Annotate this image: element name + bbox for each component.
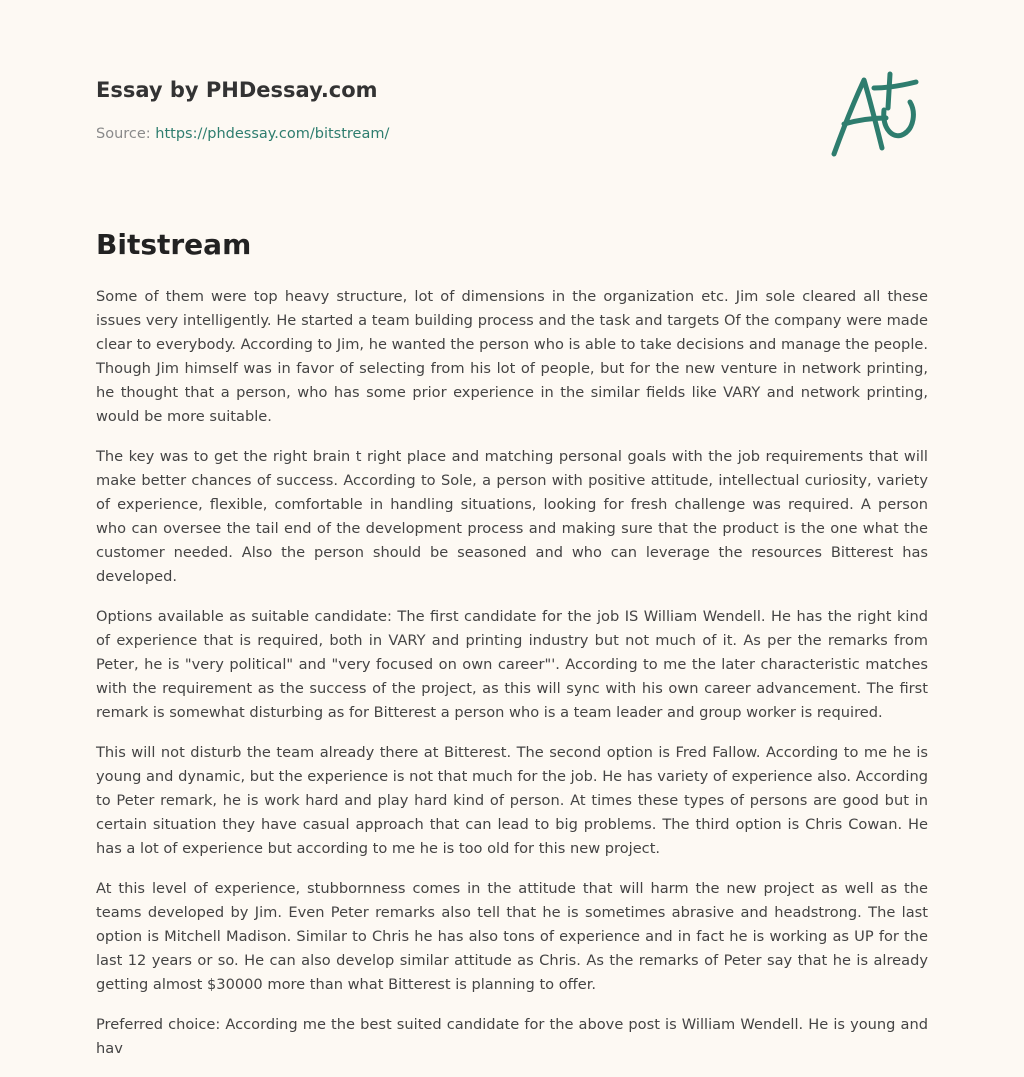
essay-paragraph: Options available as suitable candidate: The first candidate for the job IS William Wendell. He has the right kind of experience that is required, both in VARY and printing industry but not much of it. As per the remarks from Peter, he is "very political" and "very focused on own career"'. According to me the later characteristic matches with the requirement as the success of the project, as this will sync with his own career advancement. The first remark is somewhat disturbing as for Bitterest a person who is a team leader and group worker is required. <box>96 608 928 721</box>
site-brand: Essay by PHDessay.com <box>96 78 378 102</box>
essay-paragraph: Preferred choice: According me the best suited candidate for the above post is William Wendell. He is young and hav <box>96 1016 928 1057</box>
a-plus-grade-logo-icon <box>824 68 924 164</box>
essay-header <box>96 76 928 196</box>
source-label: Source: <box>96 126 156 142</box>
essay-body <box>96 285 928 1077</box>
essay-paragraph: The key was to get the right brain t right place and matching personal goals with the job requirements that will make better chances of success. According to Sole, a person with positive attitude, intellectual curiosity, variety of experience, flexible, comfortable in handling situations, looking for fresh challenge was required. A person who can oversee the tail end of the development process and making sure that the product is the one what the customer needed. Also the person should be seasoned and who can leverage the resources Bitterest has developed. <box>96 448 928 585</box>
essay-paragraph: At this level of experience, stubbornness comes in the attitude that will harm the new project as well as the teams developed by Jim. Even Peter remarks also tell that he is sometimes abrasive and headstrong. The last option is Mitchell Madison. Similar to Chris he has also tons of experience and in fact he is working as UP for the last 12 years or so. He can also develop similar attitude as Chris. As the remarks of Peter say that he is already getting almost $30000 more than what Bitterest is planning to offer. <box>96 880 928 993</box>
source-link[interactable]: https://phdessay.com/bitstream/ <box>155 126 390 142</box>
essay-paragraph: This will not disturb the team already there at Bitterest. The second option is Fred Fallow. According to me he is young and dynamic, but the experience is not that much for the job. He has variety of experience also. According to Peter remark, he is work hard and play hard kind of person. At times these types of persons are good but in certain situation they have casual approach that can lead to big problems. The third option is Chris Cowan. He has a lot of experience but according to me he is too old for this new project. <box>96 744 928 857</box>
essay-paragraph: Some of them were top heavy structure, lot of dimensions in the organization etc. Jim sole cleared all these issues very intelligently. He started a team building process and the task and targets Of the company were made clear to everybody. According to Jim, he wanted the person who is able to take decisions and manage the people. Though Jim himself was in favor of selecting from his lot of people, but for the new venture in network printing, he thought that a person, who has some prior experience in the similar fields like VARY and network printing, would be more suitable. <box>96 288 928 425</box>
source-line <box>96 124 928 144</box>
essay-title: Bitstream <box>96 228 252 261</box>
